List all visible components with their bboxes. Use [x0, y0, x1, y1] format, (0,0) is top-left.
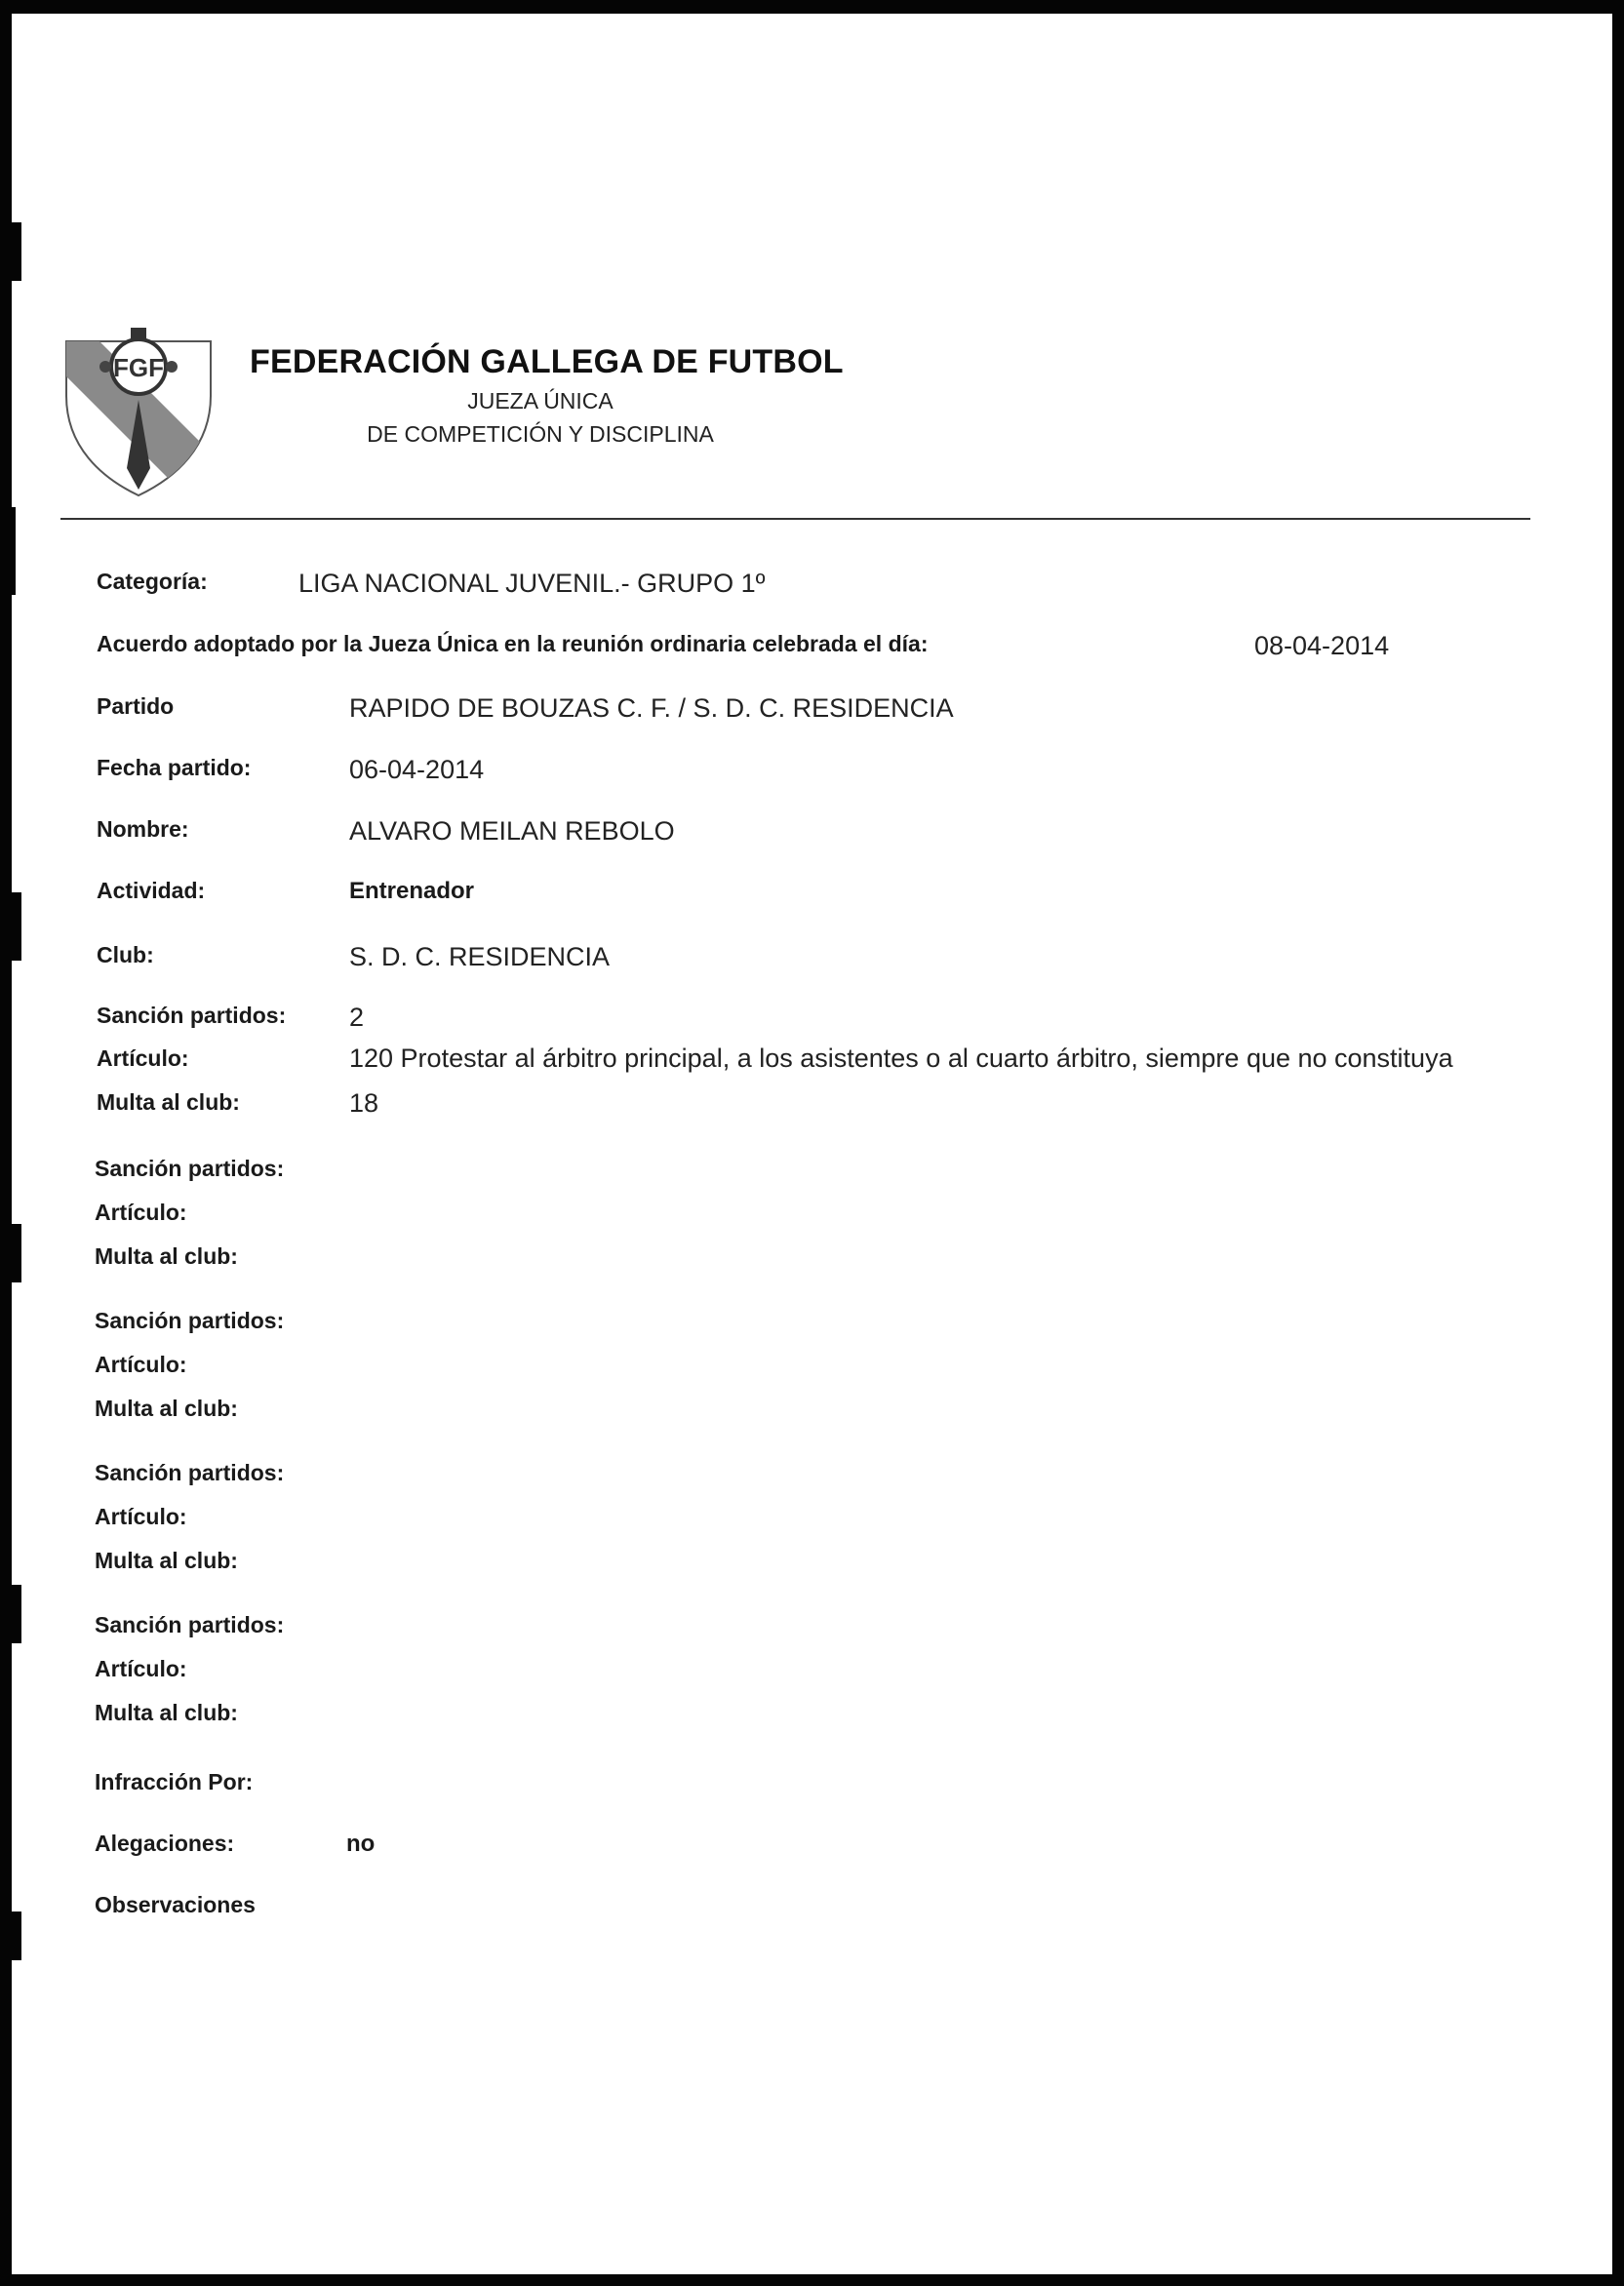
fecha-partido-label: Fecha partido:: [97, 755, 252, 780]
page-title: FEDERACIÓN GALLEGA DE FUTBOL: [250, 343, 844, 380]
scan-notch: [0, 222, 21, 281]
partido-label: Partido: [97, 693, 175, 719]
nombre-label: Nombre:: [97, 816, 189, 842]
articulo-label: Artículo:: [95, 1352, 187, 1377]
sancion-partidos-label: Sanción partidos:: [95, 1612, 285, 1637]
logo-lettering: FGF: [113, 353, 164, 382]
nombre-value: ALVARO MEILAN REBOLO: [349, 816, 675, 846]
scan-notch: [0, 1224, 21, 1282]
articulo-label: Artículo:: [95, 1200, 187, 1225]
scan-notch: [0, 892, 21, 961]
categoria-value: LIGA NACIONAL JUVENIL.- GRUPO 1º: [298, 569, 766, 598]
multa-club-label: Multa al club:: [95, 1548, 238, 1573]
alegaciones-label: Alegaciones:: [95, 1831, 235, 1856]
alegaciones-value: no: [346, 1831, 376, 1857]
sancion-partidos-value: 2: [349, 1003, 365, 1032]
page-subtitle-2: DE COMPETICIÓN Y DISCIPLINA: [367, 421, 714, 447]
scan-notch: [0, 1585, 21, 1643]
sancion-partidos-label: Sanción partidos:: [97, 1003, 287, 1028]
observaciones-label: Observaciones: [95, 1892, 256, 1917]
header-divider: [60, 518, 1530, 520]
multa-club-value: 18: [349, 1088, 379, 1118]
multa-club-label: Multa al club:: [95, 1243, 238, 1269]
federation-shield-logo: [60, 322, 217, 497]
club-label: Club:: [97, 942, 154, 967]
page-subtitle-1: JUEZA ÚNICA: [467, 388, 614, 414]
categoria-label: Categoría:: [97, 569, 208, 594]
actividad-value: Entrenador: [349, 878, 475, 904]
articulo-value: 120 Protestar al árbitro principal, a los asistentes o al cuarto árbitro, siempre que no constituya: [349, 1044, 1453, 1073]
scan-top-edge: [0, 0, 1624, 14]
club-value: S. D. C. RESIDENCIA: [349, 942, 611, 971]
sancion-partidos-label: Sanción partidos:: [95, 1460, 285, 1485]
multa-club-label: Multa al club:: [95, 1700, 238, 1725]
articulo-label: Artículo:: [95, 1656, 187, 1681]
partido-value: RAPIDO DE BOUZAS C. F. / S. D. C. RESIDENCIA: [349, 693, 954, 723]
scan-notch: [0, 1912, 21, 1960]
acuerdo-date: 08-04-2014: [1254, 631, 1390, 660]
infraccion-label: Infracción Por:: [95, 1769, 254, 1794]
sancion-partidos-label: Sanción partidos:: [95, 1308, 285, 1333]
actividad-label: Actividad:: [97, 878, 206, 903]
fecha-partido-value: 06-04-2014: [349, 755, 485, 784]
articulo-label: Artículo:: [97, 1045, 189, 1071]
articulo-label: Artículo:: [95, 1504, 187, 1529]
acuerdo-label: Acuerdo adoptado por la Jueza Única en la reunión ordinaria celebrada el día:: [97, 631, 929, 656]
multa-club-label: Multa al club:: [97, 1089, 240, 1115]
multa-club-label: Multa al club:: [95, 1396, 238, 1421]
scan-notch: [0, 507, 16, 595]
sancion-partidos-label: Sanción partidos:: [95, 1156, 285, 1181]
